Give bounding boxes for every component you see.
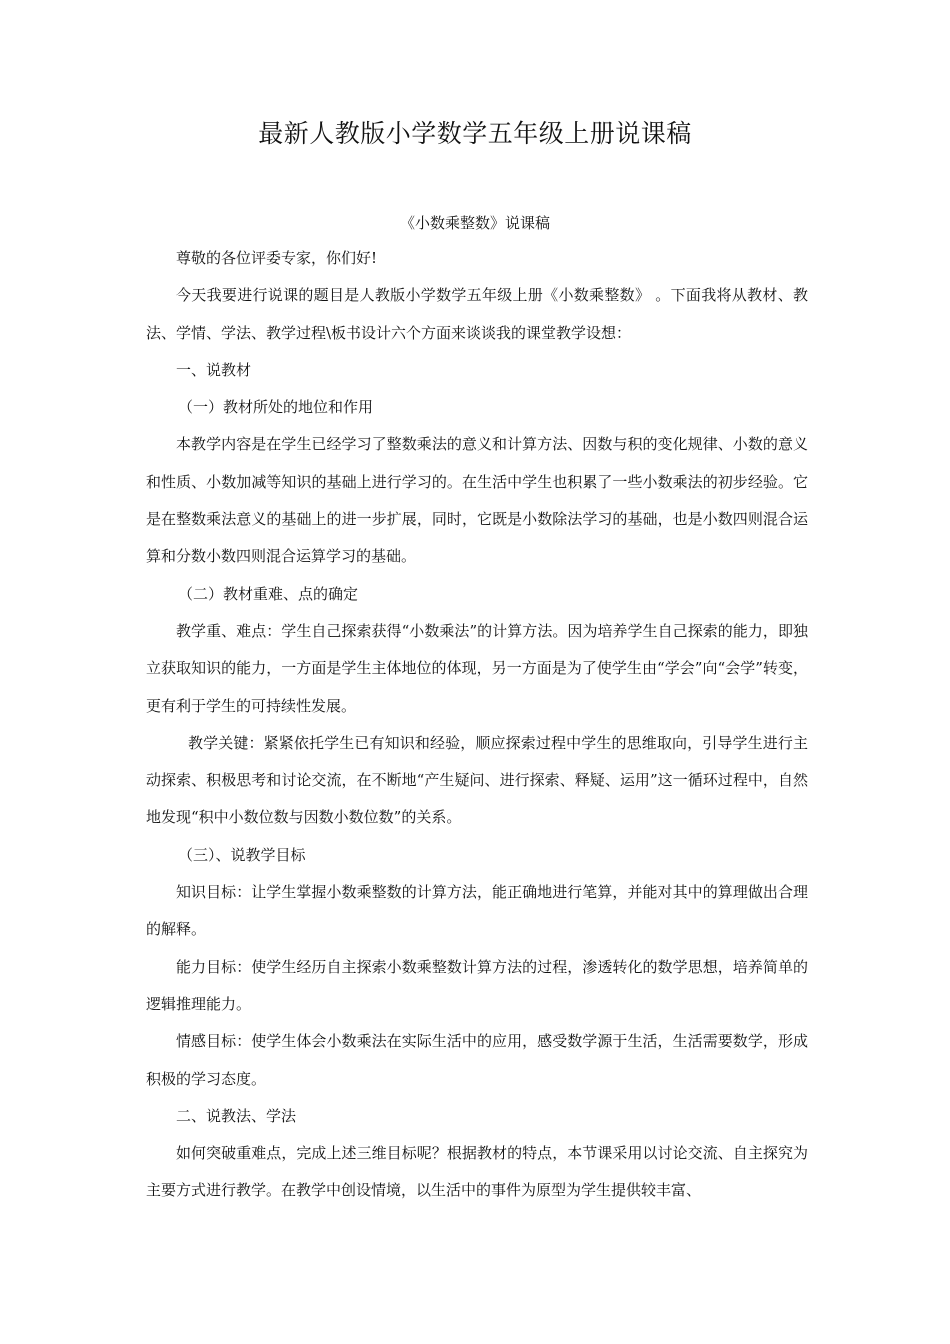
section-heading-textbook: 一、说教材 — [176, 360, 252, 379]
paragraph-knowledge-objective: 知识目标：让学生掌握小数乘整数的计算方法，能正确地进行笔算，并能对其中的算理做出合理的解释。 — [146, 883, 808, 939]
subsection-heading-position: （一）教材所处的地位和作用 — [178, 398, 374, 417]
subsection-heading-key-points: （二）教材重难、点的确定 — [178, 584, 359, 603]
subsection-heading-objectives: （三）、说教学目标 — [178, 845, 306, 864]
document-body — [146, 240, 808, 1210]
paragraph-position: 本教学内容是在学生已经学习了整数乘法的意义和计算方法、因数与积的变化规律、小数的意义和性质、小数加减等知识的基础上进行学习的。在生活中学生也积累了一些小数乘法的初步经验。它是在整数乘法意义的基础上的进一步扩展，同时，它既是小数除法学习的基础，也是小数四则混合运算和分数小数四则混合运算学习的基础。 — [146, 435, 808, 566]
paragraph-emotion-objective: 情感目标：使学生体会小数乘法在实际生活中的应用，感受数学源于生活，生活需要数学，形成积极的学习态度。 — [146, 1032, 808, 1088]
paragraph-greeting: 尊敬的各位评委专家，你们好! — [176, 249, 378, 267]
paragraph-intro: 今天我要进行说课的题目是人教版小学数学五年级上册《小数乘整数》 。下面我将从教材、教法、学情、学法、教学过程\板书设计六个方面来谈谈我的课堂教学设想： — [146, 286, 808, 342]
document-title: 最新人教版小学数学五年级上册说课稿 — [258, 119, 692, 148]
paragraph-methods: 如何突破重难点，完成上述三维目标呢？根据教材的特点，本节课采用以讨论交流、自主探究为主要方式进行教学。在教学中创设情境，以生活中的事件为原型为学生提供较丰富、 — [146, 1144, 808, 1200]
paragraph-ability-objective: 能力目标：使学生经历自主探索小数乘整数计算方法的过程，渗透转化的数学思想，培养简单的逻辑推理能力。 — [146, 957, 808, 1013]
paragraph-key-points: 教学重、难点：学生自己探索获得“小数乘法”的计算方法。因为培养学生自己探索的能力，即独立获取知识的能力，一方面是学生主体地位的体现，另一方面是为了使学生由“学会”向“会学”转变，更有利于学生的可持续性发展。 — [146, 621, 808, 715]
section-heading-methods: 二、说教法、学法 — [176, 1106, 297, 1125]
document-subtitle: 《小数乘整数》说课稿 — [399, 214, 550, 232]
paragraph-teaching-key: 教学关键：紧紧依托学生已有知识和经验，顺应探索过程中学生的思维取向，引导学生进行主动探索、积极思考和讨论交流，在不断地“产生疑问、进行探索、释疑、运用”这一循环过程中，自然地发现“积中小数位数与因数小数位数”的关系。 — [146, 733, 808, 827]
